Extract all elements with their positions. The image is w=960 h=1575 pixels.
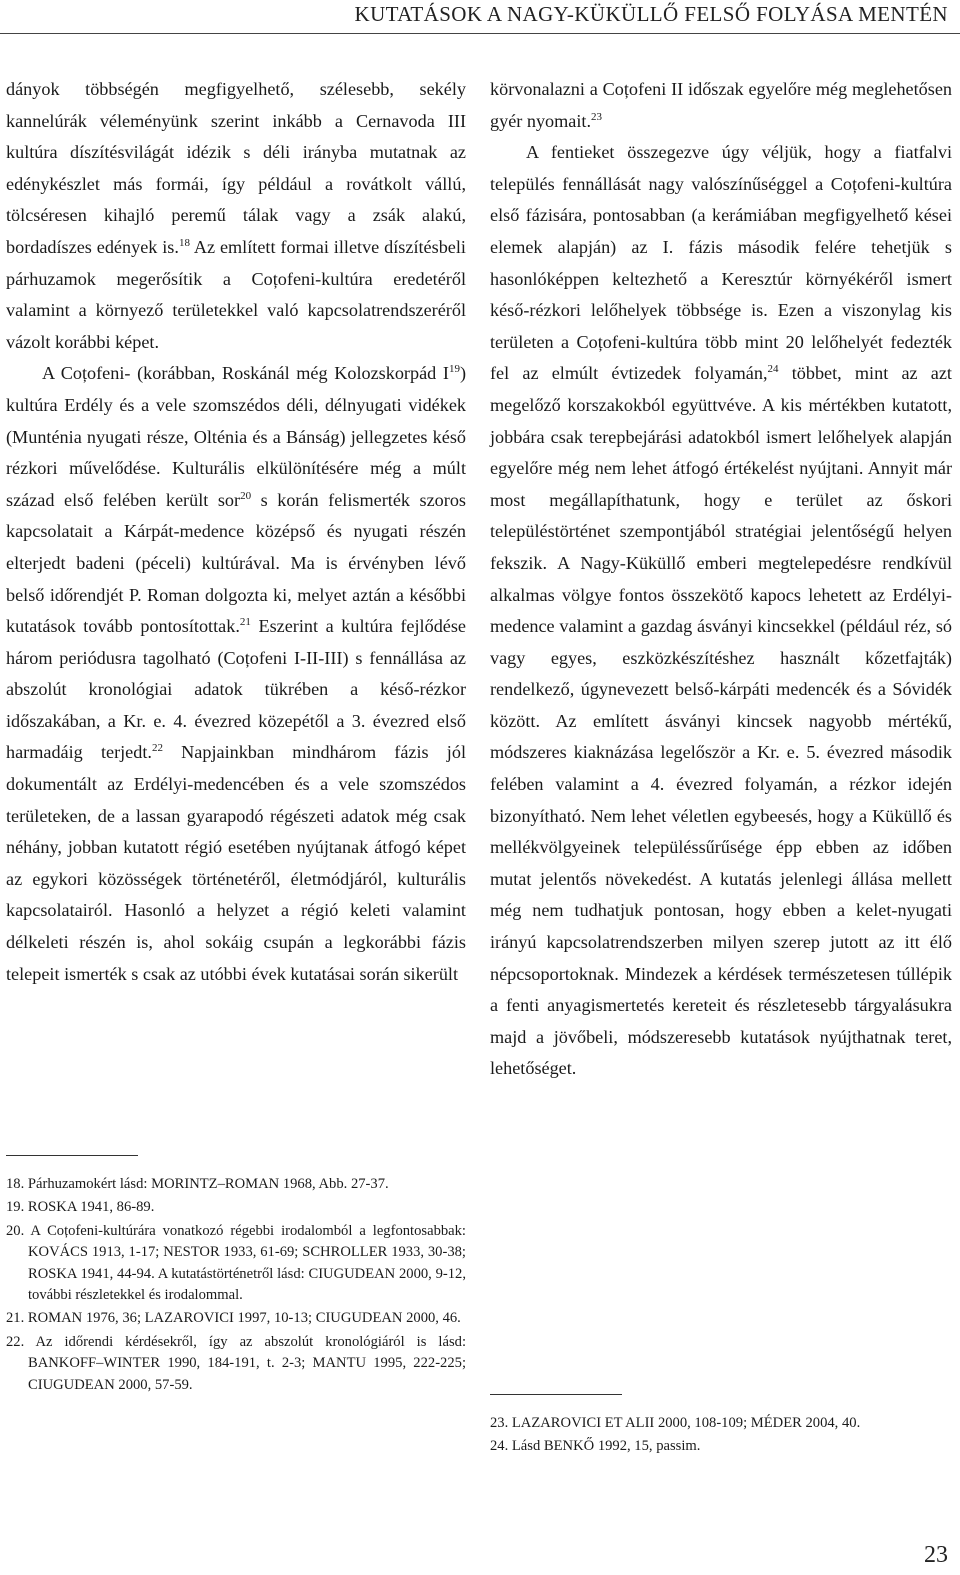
page-number: 23 [924, 1542, 948, 1568]
footnote-ref[interactable]: 19 [448, 363, 460, 376]
paragraph: dányok többségén megfigyelhető, szélesebb, sekély kannelúrák véleményünk szerint inkább a Cernavoda III kultúra díszítésvilágát idézik s déli irányba mutatnak az edénykészlet más formái, így például a rovátkolt vállú, tölcséresen kihajló peremű tálak vagy a zsák alakú, bordadíszes edények is.$^{18}$ Az említett formai illetve díszítésbeli párhuzamok megerősítik a Coțofeni-kultúra eredetéről valamint a környező területekkel való kapcsolatrendszeréről vázolt korábbi képet. [6, 79, 466, 352]
footnote: 22. Az időrendi kérdésekről, így az abszolút kronológiáról is lásd: BANKOFF–WINTER 1990, 184-191, t. 2-3; MANTU 1995, 222-225; CIUGUDEAN 2000, 57-59. [6, 1333, 466, 1393]
header-rule [0, 33, 960, 34]
footnote: 23. LAZAROVICI ET ALII 2000, 108-109; MÉDER 2004, 40. [490, 1415, 861, 1431]
footnote-ref[interactable]: 23 [591, 110, 603, 123]
footnote: 20. A Coțofeni-kultúrára vonatkozó régebbi irodalomból a legfontosabbak: KOVÁCS 1913, 1-17; NESTOR 1933, 61-69; SCHROLLER 1933, 30-38; ROSKA 1941, 44-94. A kutatástörténetről lásd: CIUGUDEAN 2000, 9-12, további részletekkel és irodalommal. [6, 1222, 466, 1304]
footnote: 24. Lásd BENKŐ 1992, 15, passim. [490, 1438, 701, 1455]
running-header: KUTATÁSOK A NAGY-KÜKÜLLŐ FELSŐ FOLYÁSA MENTÉN [354, 2, 948, 26]
footnotes-right [490, 1394, 952, 1460]
footnote: 21. ROMAN 1976, 36; LAZAROVICI 1997, 10-13; CIUGUDEAN 2000, 46. [6, 1310, 461, 1327]
footnote: 19. ROSKA 1941, 86-89. [6, 1199, 155, 1216]
paragraph: körvonalazni a Coțofeni II időszak egyelőre még meglehetősen gyér nyomait.$^{23}$ [490, 79, 952, 131]
footnote-rule [6, 1155, 138, 1156]
footnote-ref[interactable]: 22 [151, 742, 163, 755]
footnote-ref[interactable]: 20 [240, 489, 252, 502]
footnotes-left [6, 1155, 466, 1398]
footnote-ref[interactable]: 21 [239, 616, 251, 629]
paragraph: A fentieket összegezve úgy véljük, hogy a fiatfalvi település fennállását nagy valószínűséggel a Coțofeni-kultúra első fázisára, pontosabban (a kerámiában megfigyelhető kései elemek alapján) az I. fázis második felére tehetjük s hasonlóképpen keltezhető a Keresztúr környékéről ismert késő-rézkori lelőhelyek többsége is. Ezen a viszonylag kis területen a Coțofeni-kultúra több mint 20 lelőhelyét fedezték fel az elmúlt évtizedek folyamán,$^{24}$ többet, mint az azt megelőző korszakokból együttvéve. A kis mértékben kutatott, jobbára csak terepbejárási adatokból ismert lelőhelyek alapján egyelőre még nem lehet átfogó értékelést nyújtani. Annyit már most megállapíthatunk, hogy e terület az őskori településtörténet szempontjából stratégiai jelentőségű helyen fekszik. A Nagy-Küküllő emberi megtelepedésre rendkívül alkalmas völgye fontos összekötő kapocs lehetett az Erdélyi-medence valamint a gazdag ásványi kincsekkel (például réz, só vagy egyes, eszközkészítéshez használt kőzetfajták) rendelkező, úgynevezett belső-kárpáti medencék és a Sóvidék között. Az említett ásványi kincsek nagyobb mértékű, módszeres kiaknázása legelőször a Kr. e. 5. évezred második felében valamint a 4. évezred folyamán, a rézkor idején bizonyítható. Nem lehet véletlen egybeesés, hogy a Küküllő és mellékvölgyeinek településsűrűsége épp ebben az időben mutat jelentős növekedést. A kutatás jelenlegi állása mellett még nem tudhatjuk pontosan, hogy ebben a kelet-nyugati irányú kapcsolatrendszerben milyen szerep jutott az itt élő népcsoportoknak. Mindezek a kérdések természetesen túllépik a fenti anyagismertetés kereteit és részletesebb tárgyalásukra majd a jövőbeli, módszeresebb kutatások nyújthatnak teret, lehetőséget. [490, 142, 952, 1079]
footnote-ref[interactable]: 24 [767, 363, 779, 376]
left-column [6, 74, 466, 990]
right-column [490, 74, 952, 1085]
paragraph: A Coțofeni- (korábban, Roskánál még Kolozskorpád $I^{19}$) kultúra Erdély és a vele szomszédos déli, délnyugati vidékek (Munténia nyugati része, Olténia és a Bánság) jellegzetes késő rézkori művelődése. Kulturális elkülönítésére még a múlt század első felében került sor$^{20}$ s korán felismerték szoros kapcsolatait a Kárpát-medence középső és nyugati részén elterjedt badeni (péceli) kultúrával. Ma is érvényben lévő belső időrendjét P. Roman dolgozta ki, melyet aztán a későbbi kutatások tovább pontosítottak.$^{21}$ Eszerint a kultúra fejlődése három periódusra tagolható (Coțofeni I-II-III) s fennállása az abszolút kronológiai adatok tükrében a késő-rézkor időszakában, a Kr. e. 4. évezred közepétől a 3. évezred első harmadáig terjedt.$^{22}$ Napjainkban mindhárom fázis jól dokumentált az Erdélyi-medencében és a vele szomszédos területeken, de a lassan gyarapodó régészeti adatok még csak néhány, jobban kutatott régió esetében nyújtanak átfogó képet az egykori közösségek történetéről, életmódjáról, kulturális kapcsolatairól. Hasonló a helyzet a régió keleti valamint délkeleti részén is, ahol sokáig csupán a legkorábbi fázis telepeit ismerték s csak az utóbbi évek kutatásai során sikerült [6, 363, 467, 984]
footnote-rule [490, 1394, 622, 1395]
footnote-ref[interactable]: 18 [178, 236, 190, 249]
footnote: 18. Párhuzamokért lásd: MORINTZ–ROMAN 1968, Abb. 27-37. [6, 1176, 389, 1192]
